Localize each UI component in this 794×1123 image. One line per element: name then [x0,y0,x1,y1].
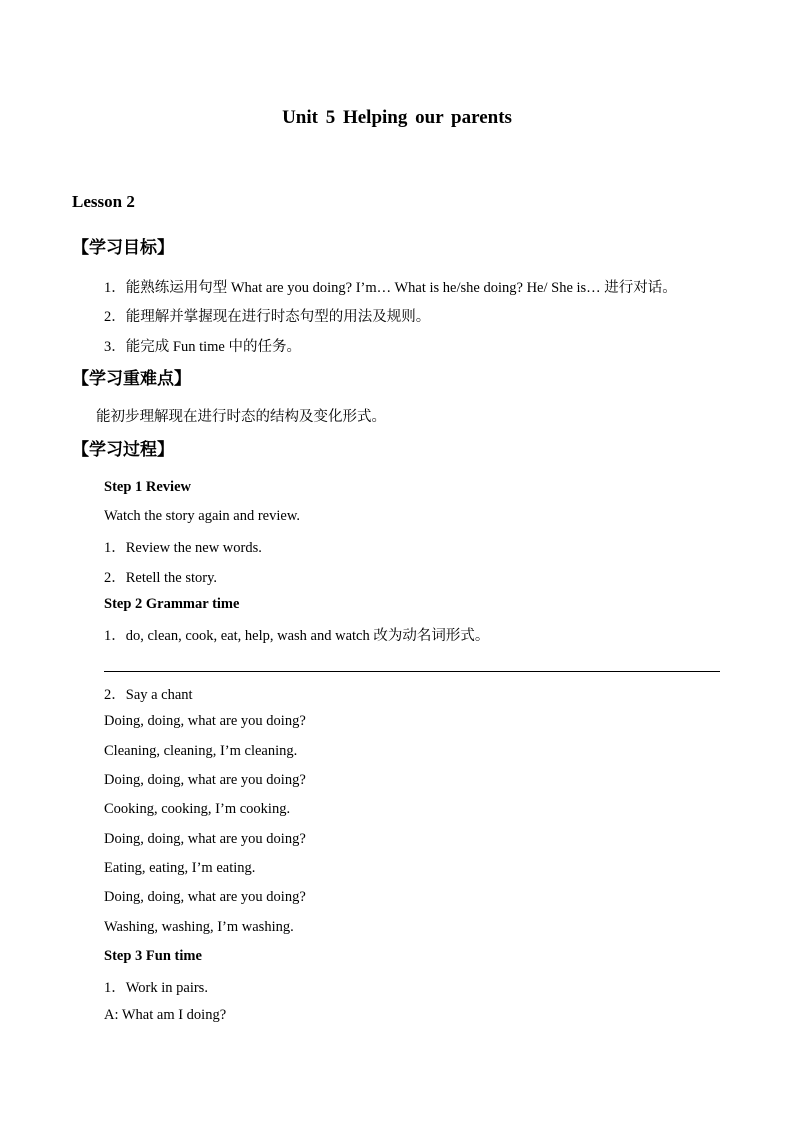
chant-line: Cleaning, cleaning, I’m cleaning. [104,743,298,759]
step3-line-2: A: What am I doing? [104,1007,227,1023]
chant-line: Doing, doing, what are you doing? [104,713,306,729]
step1-line-3: 2．Retell the story. [104,570,218,586]
objective-item-3: 3．能完成 Fun time 中的任务。 [104,339,301,355]
step2-item-1: 1．do, clean, cook, eat, help, wash and watch 改为动名词形式。 [104,628,490,644]
chant-line: Doing, doing, what are you doing? [104,831,306,847]
chant-line: Doing, doing, what are you doing? [104,772,306,788]
answer-line [104,671,720,672]
objective-item-1: 1．能熟练运用句型 What are you doing? I’m… What is he/she doing? He/ She is… 进行对话。 [104,280,677,296]
step1-line-2: 1．Review the new words. [104,540,262,556]
step1-line-1: Watch the story again and review. [104,508,300,524]
step1-title: Step 1 Review [104,479,191,495]
page-title: Unit 5 Helping our parents [282,107,512,128]
chant-line: Washing, washing, I’m washing. [104,919,294,935]
key-points-text: 能初步理解现在进行时态的结构及变化形式。 [96,409,386,425]
chant-line: Cooking, cooking, I’m cooking. [104,801,291,817]
objective-item-2: 2．能理解并掌握现在进行时态句型的用法及规则。 [104,309,431,325]
step3-title: Step 3 Fun time [104,948,202,964]
step3-line-1: 1．Work in pairs. [104,980,208,996]
lesson-heading: Lesson 2 [72,192,135,211]
process-heading: 【学习过程】 [72,440,174,460]
chant-line: Eating, eating, I’m eating. [104,860,256,876]
step2-title: Step 2 Grammar time [104,596,240,612]
key-points-heading: 【学习重难点】 [72,369,191,389]
step2-item-2: 2．Say a chant [104,687,193,703]
chant-line: Doing, doing, what are you doing? [104,889,306,905]
objectives-heading: 【学习目标】 [72,238,174,258]
